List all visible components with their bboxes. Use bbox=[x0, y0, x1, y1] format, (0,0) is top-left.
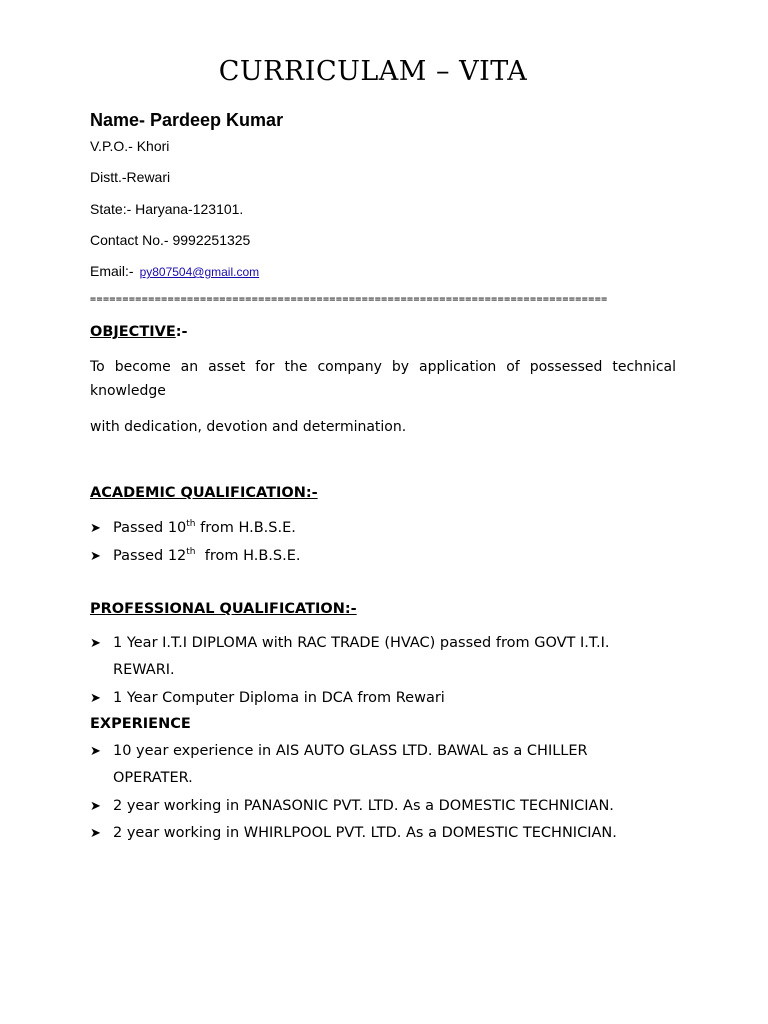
contact-number: Contact No.- 9992251325 bbox=[90, 232, 251, 248]
professional-item bbox=[90, 685, 445, 712]
candidate-name: Name- Pardeep Kumar bbox=[90, 110, 284, 130]
arrow-bullet-icon: ➤ bbox=[90, 826, 101, 841]
objective-heading bbox=[90, 324, 188, 340]
address-line-2: Distt.-Rewari bbox=[90, 169, 171, 185]
state-line: State:- Haryana-123101. bbox=[90, 201, 244, 217]
experience-heading: EXPERIENCE bbox=[90, 716, 191, 732]
section-divider: ================================================================================ bbox=[90, 294, 608, 305]
arrow-bullet-icon: ➤ bbox=[90, 799, 101, 814]
experience-item bbox=[90, 793, 614, 820]
experience-item-text: 10 year experience in AIS AUTO GLASS LTD. BAWAL as a CHILLER OPERATER. bbox=[113, 743, 588, 786]
professional-heading: PROFESSIONAL QUALIFICATION:- bbox=[90, 601, 357, 617]
email-label: Email:- bbox=[90, 263, 134, 279]
academic-item bbox=[90, 515, 296, 542]
email-link[interactable]: py807504@gmail.com bbox=[139, 265, 260, 279]
arrow-bullet-icon: ➤ bbox=[90, 636, 101, 651]
experience-item-text: 2 year working in WHIRLPOOL PVT. LTD. As a DOMESTIC TECHNICIAN. bbox=[113, 825, 617, 841]
objective-text-1: To become an asset for the company by application of possessed technical knowledge bbox=[90, 359, 676, 399]
experience-item-text: 2 year working in PANASONIC PVT. LTD. As a DOMESTIC TECHNICIAN. bbox=[113, 798, 614, 814]
arrow-bullet-icon: ➤ bbox=[90, 744, 101, 759]
academic-heading: ACADEMIC QUALIFICATION:- bbox=[90, 485, 318, 501]
experience-item bbox=[90, 820, 617, 847]
objective-text-2: with dedication, devotion and determination. bbox=[90, 419, 407, 435]
professional-item-text: 1 Year Computer Diploma in DCA from Rewari bbox=[113, 690, 445, 706]
professional-item-text: 1 Year I.T.I DIPLOMA with RAC TRADE (HVAC) passed from GOVT I.T.I. REWARI. bbox=[113, 635, 610, 678]
academic-item bbox=[90, 543, 301, 570]
experience-item bbox=[90, 738, 650, 792]
arrow-bullet-icon: ➤ bbox=[90, 521, 101, 536]
academic-item-text: Passed 10th from H.B.S.E. bbox=[113, 519, 296, 536]
professional-item bbox=[90, 630, 650, 684]
address-line-1: V.P.O.- Khori bbox=[90, 138, 170, 154]
document-title: CURRICULAM – VITA bbox=[218, 56, 528, 87]
arrow-bullet-icon: ➤ bbox=[90, 691, 101, 706]
academic-item-text: Passed 12th from H.B.S.E. bbox=[113, 547, 301, 564]
objective-heading-suffix: :- bbox=[175, 324, 188, 340]
email-line bbox=[90, 263, 259, 279]
objective-heading-text: OBJECTIVE bbox=[90, 324, 176, 340]
arrow-bullet-icon: ➤ bbox=[90, 549, 101, 564]
